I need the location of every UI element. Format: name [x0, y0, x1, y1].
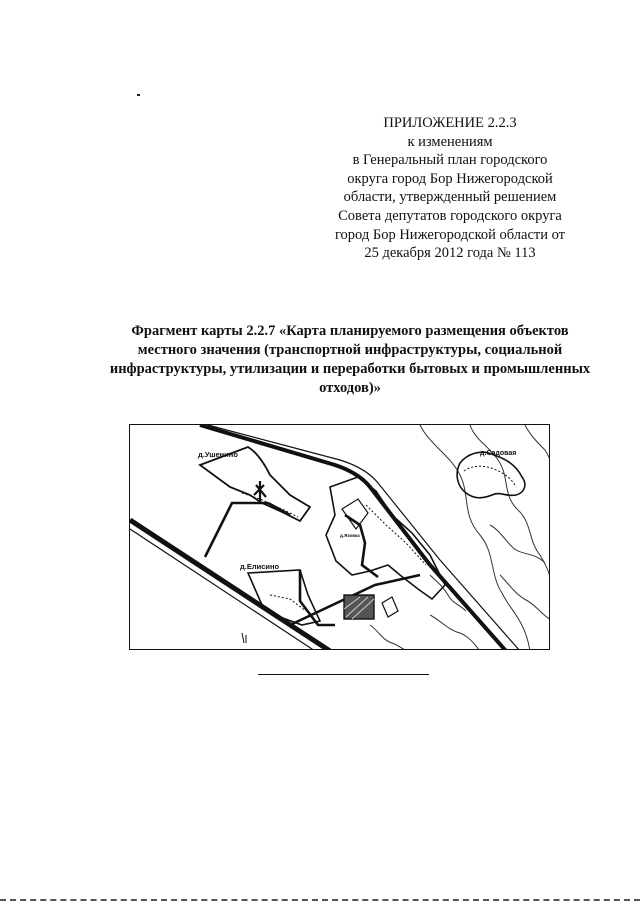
appendix-line: 25 декабря 2012 года № 113 — [364, 245, 536, 262]
separator-line — [258, 674, 429, 675]
planned-roads — [205, 503, 420, 625]
appendix-line: ПРИЛОЖЕНИЕ 2.2.3 — [383, 115, 517, 131]
appendix-line: в Генеральный план городского — [352, 152, 548, 169]
scan-bottom-edge — [0, 899, 640, 901]
appendix-line: Совета депутатов городского округа — [338, 207, 562, 224]
label-sadovaya: д.Садовая — [480, 450, 517, 457]
map-fragment — [129, 424, 550, 650]
map-fragment-title — [100, 322, 600, 398]
label-ushenino: д.Ушенино — [198, 450, 238, 459]
map-drawing — [130, 425, 550, 650]
small-mark — [242, 633, 246, 643]
label-yazovka: д.Язовка — [340, 533, 360, 538]
sadovaya-boundary-dotted — [464, 466, 516, 487]
label-elisino: д.Елисино — [240, 562, 280, 571]
map-title-line: инфраструктуры, утилизации и переработки бытовых и промышленных — [109, 361, 591, 377]
highway-edge — [130, 529, 315, 650]
map-title-line: отходов)» — [319, 380, 381, 396]
yazovka-inner — [342, 499, 368, 529]
yazovka-dotted — [366, 505, 426, 565]
small-plot — [382, 597, 398, 617]
appendix-header — [330, 114, 570, 263]
scan-speck — [137, 94, 140, 96]
appendix-line: округа город Бор Нижегородской — [347, 170, 553, 187]
appendix-line: области, утвержденный решением — [343, 189, 557, 206]
map-title-line: местного значения (транспортной инфраструктуры, социальной — [137, 342, 563, 358]
map-title-line: Фрагмент карты 2.2.7 «Карта планируемого размещения объектов — [131, 323, 569, 339]
river-contours — [370, 425, 550, 650]
sadovaya-boundary — [457, 452, 525, 498]
yazovka-boundary — [326, 477, 445, 599]
appendix-line: город Бор Нижегородской области от — [334, 226, 566, 243]
appendix-line: к изменениям — [407, 133, 493, 150]
